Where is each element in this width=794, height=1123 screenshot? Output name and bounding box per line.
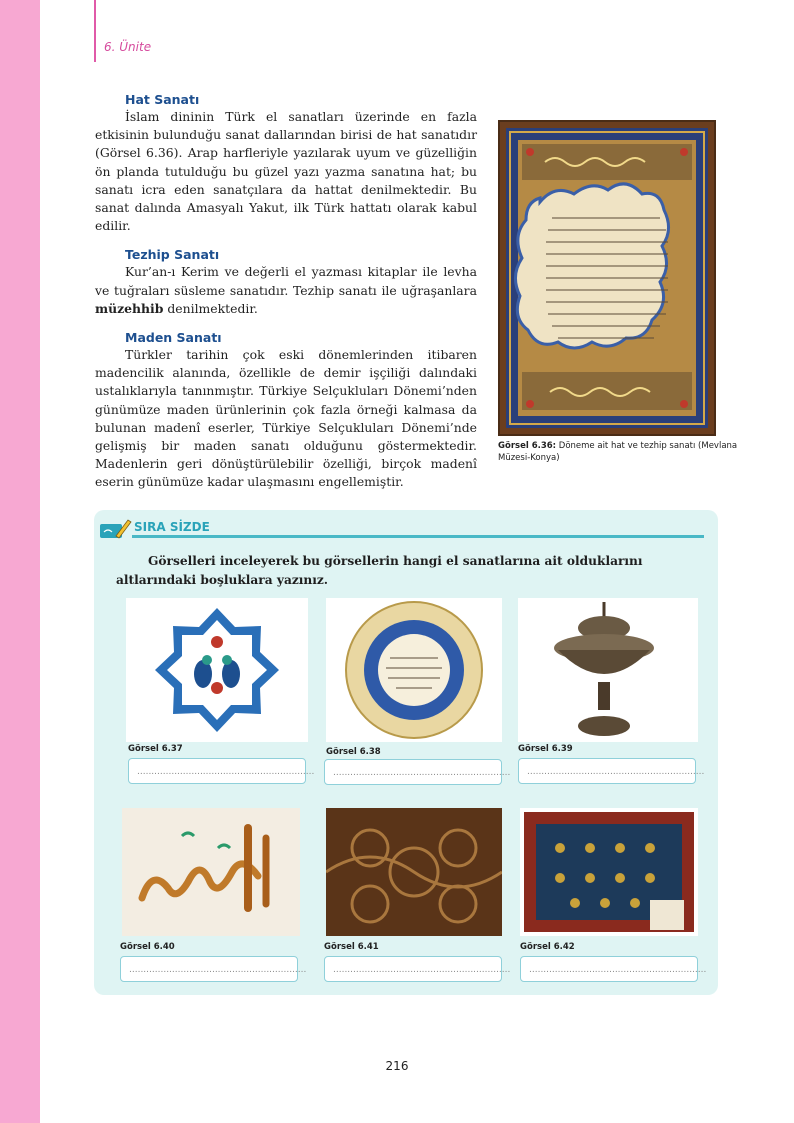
figure-caption xyxy=(498,440,738,464)
section-body xyxy=(95,263,477,318)
figure-label: Görsel 6.40 xyxy=(120,942,175,952)
answer-dots: .............................................................. xyxy=(529,965,707,975)
answer-field-6-41[interactable] xyxy=(324,956,511,982)
star-tile-icon xyxy=(126,598,308,742)
section-hat xyxy=(95,92,477,235)
answer-field-6-38[interactable] xyxy=(324,759,511,785)
section-title: Maden Sanatı xyxy=(125,330,222,346)
section-body: Türkler tarihin çok eski dönemlerinden itibaren madencilik alanında, özellikle de demir işçiliği dalındaki ustalıklarıyla tanınmıştır. Türkiye Selçukluları Dönemi’nden günümüze maden ürünlerinin çok fazla örneği kalmasa da bulunan madenî eserler, Türkiye Selçukluları Dönemi’nde gelişmiş bir maden sanatı olduğunu göstermektedir. Madenlerin geri dönüştürülebilir özelliği, birçok madenî eserin günümüze kadar ulaşmasını engellemiştir. xyxy=(95,347,477,490)
section-tezhip xyxy=(95,247,477,318)
figure-label: Görsel 6.39 xyxy=(518,744,573,754)
answer-field-6-37[interactable] xyxy=(128,758,315,784)
pencil-icon xyxy=(98,518,132,540)
activity-rule xyxy=(132,535,704,538)
activity-instruction: Görselleri inceleyerek bu görsellerin hangi el sanatlarına ait olduklarını altlarındaki boşluklara yazınız. xyxy=(116,554,643,587)
answer-field-6-42[interactable] xyxy=(520,956,707,982)
left-margin-band xyxy=(0,0,40,1123)
section-maden xyxy=(95,330,477,492)
answer-dots: .............................................................. xyxy=(129,965,307,975)
answer-dots: .............................................................. xyxy=(137,767,315,777)
answer-field-6-40[interactable] xyxy=(120,956,307,982)
figure-label: Görsel 6.41 xyxy=(324,942,379,952)
illuminated-manuscript-image xyxy=(498,120,716,436)
carpet-icon xyxy=(520,808,698,936)
section-title: Tezhip Sanatı xyxy=(125,247,220,263)
activity-box xyxy=(94,510,718,995)
activity-header xyxy=(94,518,718,540)
page-number: 216 xyxy=(385,1059,409,1073)
answer-dots: .............................................................. xyxy=(333,965,511,975)
caption-label: Görsel 6.36: xyxy=(498,441,557,451)
illuminated-medallion-icon xyxy=(326,598,502,742)
activity-title: SIRA SİZDE xyxy=(134,520,210,534)
main-text-column xyxy=(95,92,477,504)
section-body: İslam dininin Türk el sanatları üzerinde en fazla etkisinin bulunduğu sanat dallarından birisi de hat sanatıdır (Görsel 6.36). Arap harfleriyle yazılarak uyum ve güzelliğin ön planda tutulduğu bu güzel yazı yazma sanatına hat; bu sanatı icra eden sanatçılara da hattat denilmektedir. Bu sanat dalında Amasyalı Yakut, ilk Türk hattatı olarak kabul edilir. xyxy=(95,109,477,234)
caption-text: Döneme ait hat ve tezhip sanatı (Mevlana Müzesi-Konya) xyxy=(498,441,738,463)
body-text: Kur’an-ı Kerim ve değerli el yazması kitaplar ile levha ve tuğraları süsleme sanatıdır. Tezhip sanatı ile uğraşanlara xyxy=(95,264,477,298)
answer-dots: .............................................................. xyxy=(527,767,705,777)
section-title: Hat Sanatı xyxy=(125,92,200,107)
calligraphy-icon xyxy=(122,808,300,936)
unit-label: 6. Ünite xyxy=(104,40,152,54)
term-muzehhib: müzehhib xyxy=(95,300,164,316)
manuscript-art xyxy=(500,122,714,434)
body-text: denilmektedir. xyxy=(163,300,258,316)
wood-carving-icon xyxy=(326,808,502,936)
answer-dots: .............................................................. xyxy=(333,768,511,778)
figure-label: Görsel 6.37 xyxy=(128,744,183,754)
figure-label: Görsel 6.38 xyxy=(326,747,381,757)
answer-field-6-39[interactable] xyxy=(518,758,705,784)
figure-label: Görsel 6.42 xyxy=(520,942,575,952)
metal-lamp-icon xyxy=(518,598,698,742)
unit-rule xyxy=(94,0,96,62)
